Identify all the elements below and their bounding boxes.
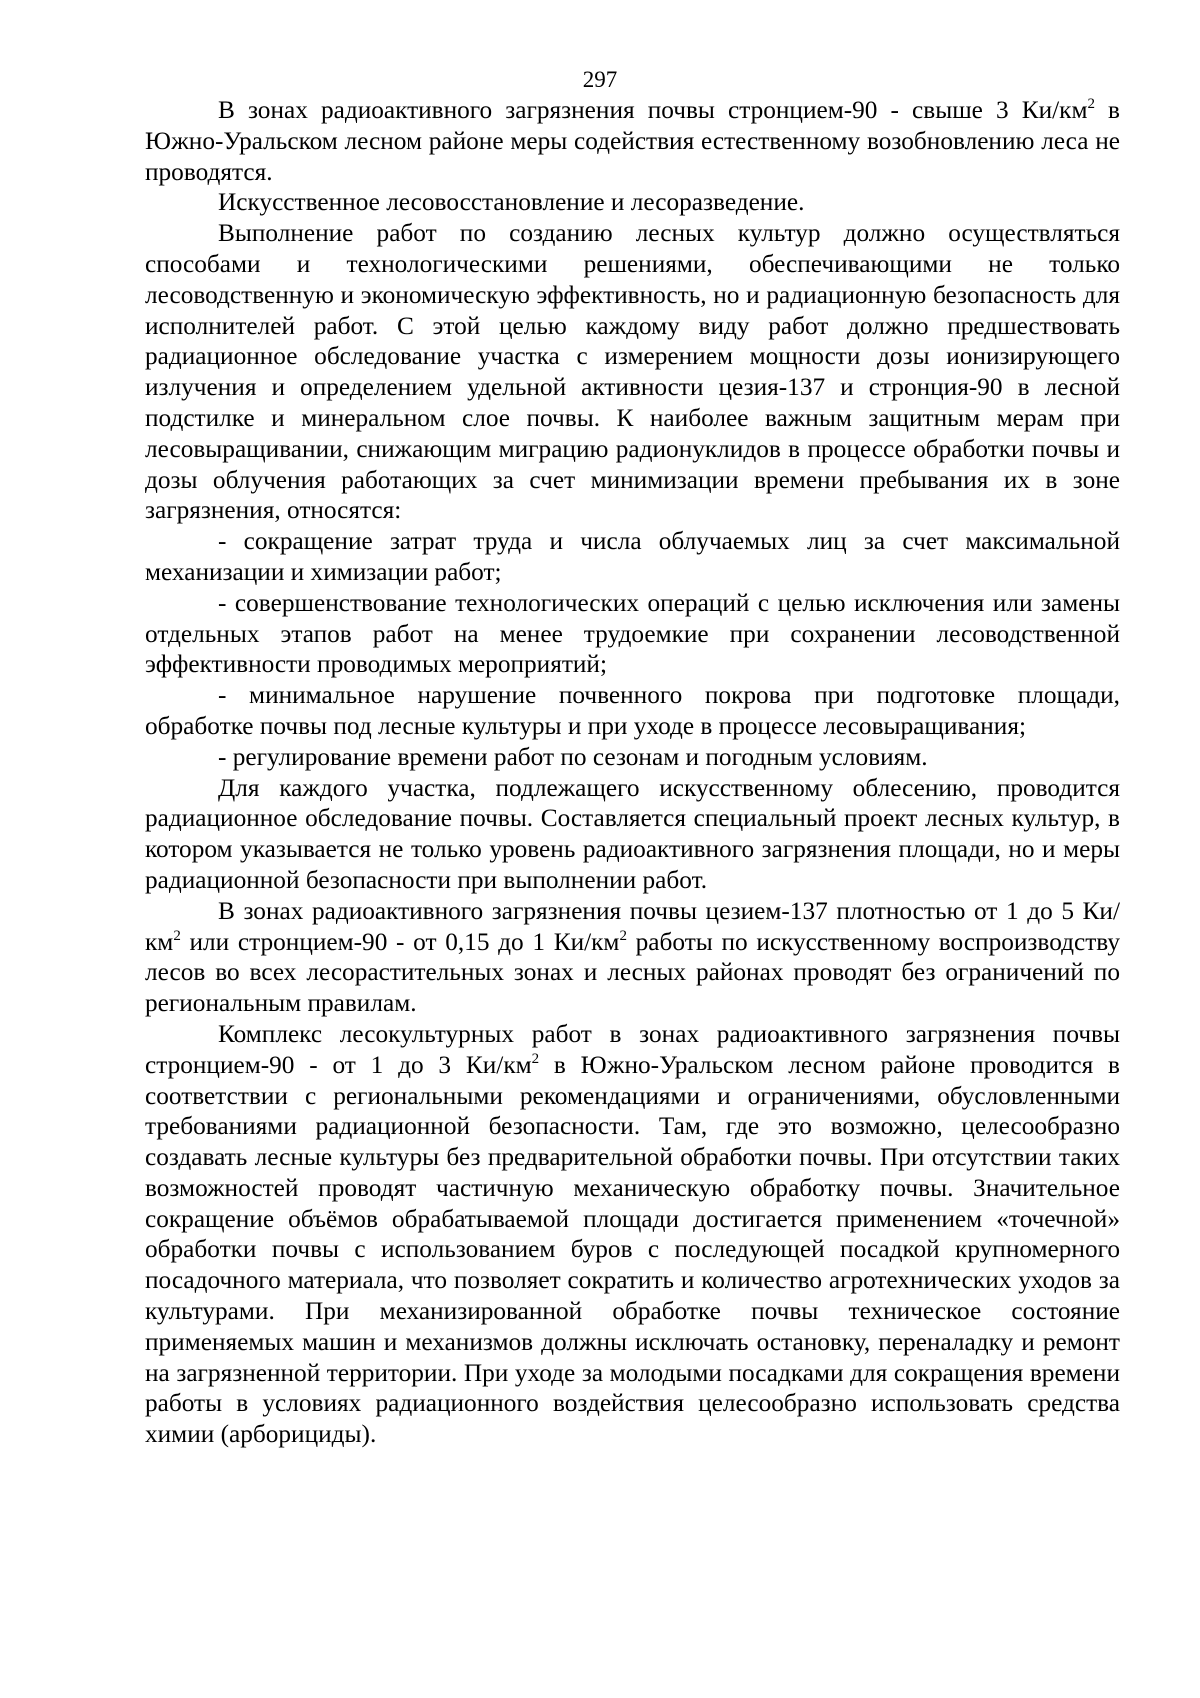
text-run: Комплекс лесокультурных работ в зонах радиоактивного загрязнения почвы стронцием-90 - от 1 до 3 Ки/км xyxy=(145,1019,1120,1079)
list-item xyxy=(145,588,1120,680)
paragraph-section-heading xyxy=(145,187,1120,218)
paragraph-forest-cultures xyxy=(145,218,1120,526)
superscript: 2 xyxy=(619,927,627,944)
paragraph-site-survey xyxy=(145,773,1120,896)
list-item xyxy=(145,680,1120,742)
list-item xyxy=(145,526,1120,588)
paragraph-cesium-zone xyxy=(145,896,1120,1019)
text-run: - совершенствование технологических операций с целью исключения или замены отдельных этапов работ на менее трудоемкие при сохранении лесоводственной эффективности проводимых мероприятий; xyxy=(145,588,1120,679)
text-run: - регулирование времени работ по сезонам и погодным условиям. xyxy=(218,742,928,771)
paragraph-strontium-zone xyxy=(145,95,1120,187)
text-run: В зонах радиоактивного загрязнения почвы стронцием-90 - свыше 3 Ки/км xyxy=(218,96,1088,124)
text-run: - сокращение затрат труда и числа облучаемых лиц за счет максимальной механизации и химизации работ; xyxy=(145,527,1120,586)
text-run: Искусственное лесовосстановление и лесоразведение. xyxy=(218,188,805,217)
text-run: В зонах радиоактивного загрязнения почвы цезием-137 плотностью от 1 до 5 Ки/км xyxy=(145,896,1120,956)
text-run: - минимальное нарушение почвенного покрова при подготовке площади, обработке почвы под лесные культуры и при уходе в процессе лесовыращивания; xyxy=(145,681,1120,740)
text-run: работы по искусственному воспроизводству лесов во всех лесорастительных зонах и лесных районах проводят без ограничений по региональным правилам. xyxy=(145,927,1120,1018)
text-run: в Южно-Уральском лесном районе меры содействия естественному возобновлению леса не проводятся. xyxy=(145,96,1120,186)
superscript: 2 xyxy=(531,1050,540,1067)
list-item xyxy=(145,742,1120,773)
superscript: 2 xyxy=(1087,96,1095,112)
text-run: Для каждого участка, подлежащего искусственному облесению, проводится радиационное обследование почвы. Составляется специальный проект лесных культур, в котором указывается не только уровень радиоактивного загрязнения площади, но и меры радиационной безопасности при выполнении работ. xyxy=(145,773,1120,894)
text-run: или стронцием-90 - от 0,15 до 1 Ки/км xyxy=(180,927,620,956)
text-run: Выполнение работ по созданию лесных культур должно осуществляться способами и технологическими решениями, обеспечивающими не только лесоводственную и экономическую эффективность, но и радиационную безопасность для исполнителей работ. С этой целью каждому виду работ должно предшествовать радиационное обследование участка с измерением мощности дозы ионизирующего излучения и определением удельной активности цезия-137 и стронция-90 в лесной подстилке и минеральном слое почвы. К наиболее важным защитным мерам при лесовыращивании, снижающим миграцию радионуклидов в процессе обработки почвы и дозы облучения работающих за счет минимизации времени пребывания их в зоне загрязнения, относятся: xyxy=(145,219,1120,525)
page-number: 297 xyxy=(582,67,618,92)
superscript: 2 xyxy=(173,927,181,944)
text-run: в Южно-Уральском лесном районе проводится в соответствии с региональными рекомендациями и ограничениями, обусловленными требованиями радиационной безопасности. Там, где это возможно, целесообразно создавать лесные культуры без предварительной обработки почвы. При отсутствии таких возможностей проводят частичную механическую обработку почвы. Значительное сокращение объёмов обрабатываемой площади достигается применением «точечной» обработки почвы с использованием буров с последующей посадкой крупномерного посадочного материала, что позволяет сократить и количество агротехнических уходов за культурами. При механизированной обработке почвы техническое состояние применяемых машин и механизмов должны исключать остановку, переналадку и ремонт на загрязненной территории. При уходе за молодыми посадками для сокращения времени работы в условиях радиационного воздействия целесообразно использовать средства химии (арборициды). xyxy=(145,1050,1120,1449)
body-text xyxy=(145,95,1120,1450)
paragraph-forest-works-complex xyxy=(145,1019,1120,1450)
